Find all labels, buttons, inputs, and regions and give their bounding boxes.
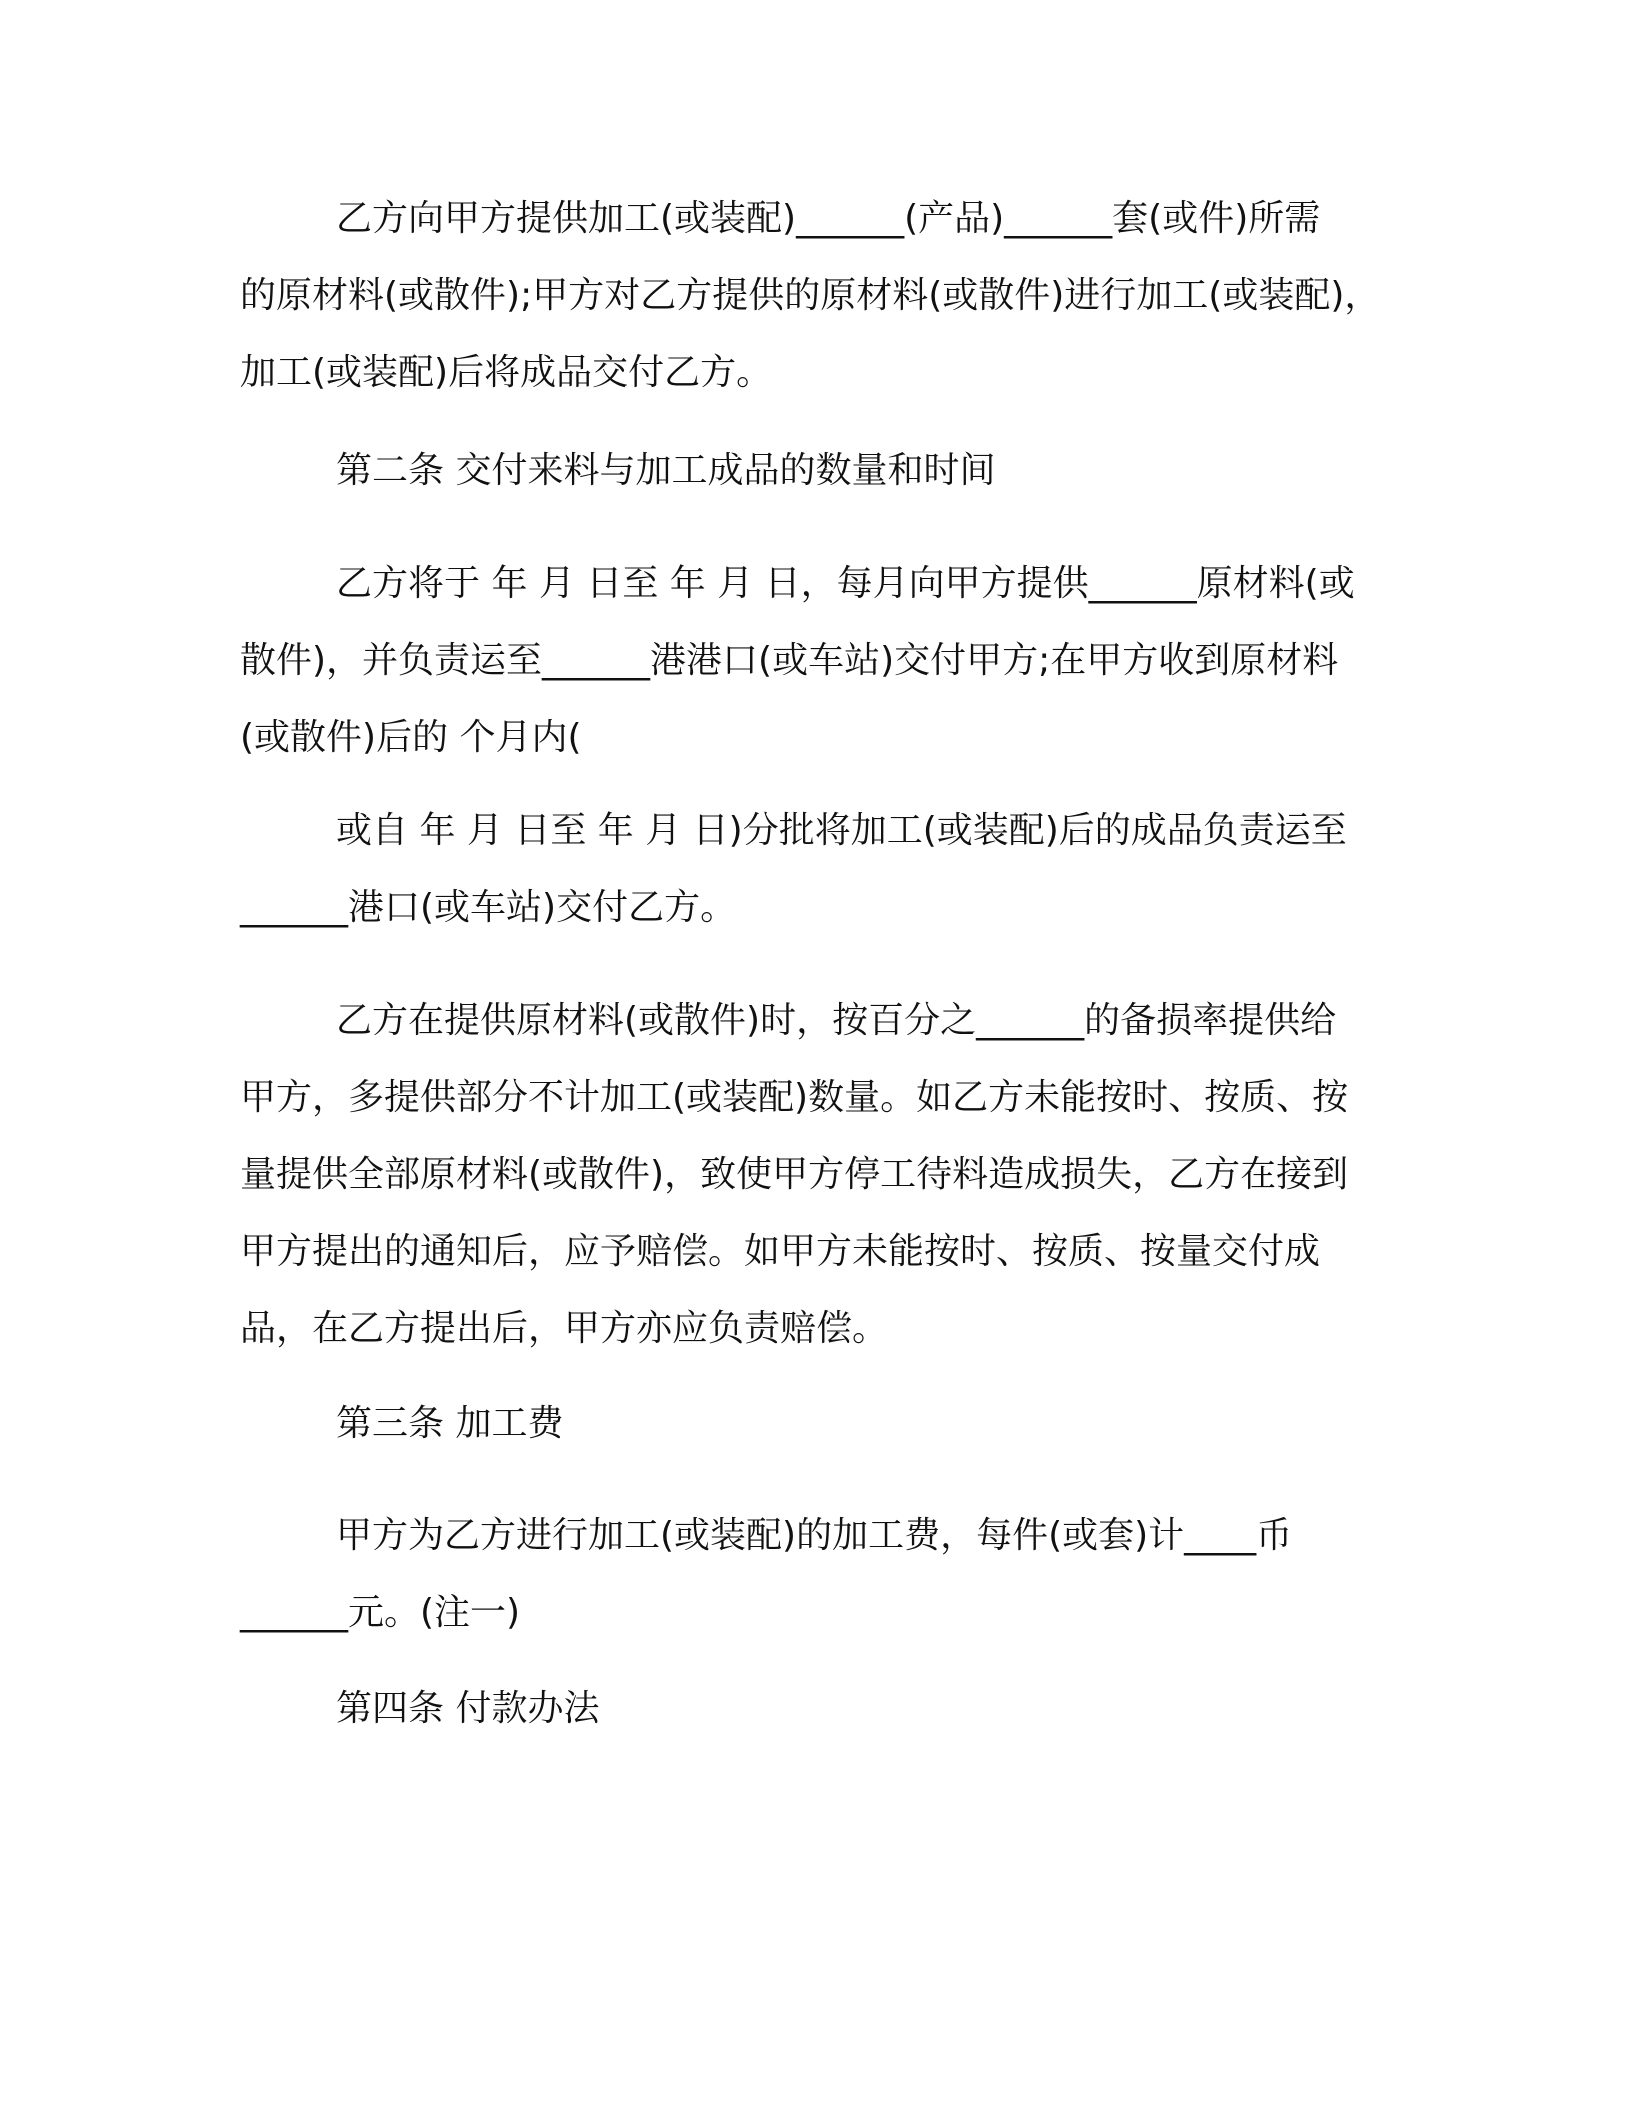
text-line: 第四条 付款办法	[336, 1688, 600, 1729]
text-line: 乙方在提供原材料(或散件)时，按百分之______的备损率提供给	[336, 1000, 1337, 1041]
text-line: 甲方提出的通知后，应予赔偿。如甲方未能按时、按质、按量交付成	[240, 1231, 1321, 1272]
article-four-heading	[240, 1670, 1390, 1747]
text-line: 的原材料(或散件);甲方对乙方提供的原材料(或散件)进行加工(或装配)，	[240, 275, 1381, 316]
text-line: ______港口(或车站)交付乙方。	[240, 887, 737, 928]
text-line: 乙方将于 年 月 日至 年 月 日，每月向甲方提供______原材料(或	[336, 563, 1355, 604]
paragraph-processing-fee	[240, 1497, 1390, 1651]
text-line: 量提供全部原材料(或散件)，致使甲方停工待料造成损失，乙方在接到	[240, 1154, 1349, 1195]
text-line: 甲方为乙方进行加工(或装配)的加工费，每件(或套)计____币	[336, 1515, 1293, 1556]
text-line: 加工(或装配)后将成品交付乙方。	[240, 352, 773, 393]
paragraph-delivery-schedule	[240, 545, 1390, 776]
text-line: 第二条 交付来料与加工成品的数量和时间	[336, 450, 996, 491]
paragraph-loss-rate	[240, 982, 1390, 1367]
paragraph-batch-delivery	[240, 792, 1390, 946]
text-line: 散件)，并负责运至______港港口(或车站)交付甲方;在甲方收到原材料	[240, 640, 1339, 681]
text-line: 或自 年 月 日至 年 月 日)分批将加工(或装配)后的成品负责运至	[336, 810, 1347, 851]
paragraph-processing-scope	[240, 180, 1390, 411]
article-two-heading	[240, 432, 1390, 509]
text-line: (或散件)后的 个月内(	[240, 717, 582, 758]
text-line: 乙方向甲方提供加工(或装配)______(产品)______套(或件)所需	[336, 198, 1321, 239]
text-line: 第三条 加工费	[336, 1403, 564, 1444]
text-line: 甲方，多提供部分不计加工(或装配)数量。如乙方未能按时、按质、按	[240, 1077, 1349, 1118]
text-line: ______元。(注一)	[240, 1592, 521, 1633]
article-three-heading	[240, 1385, 1390, 1462]
text-line: 品，在乙方提出后，甲方亦应负责赔偿。	[240, 1308, 889, 1349]
